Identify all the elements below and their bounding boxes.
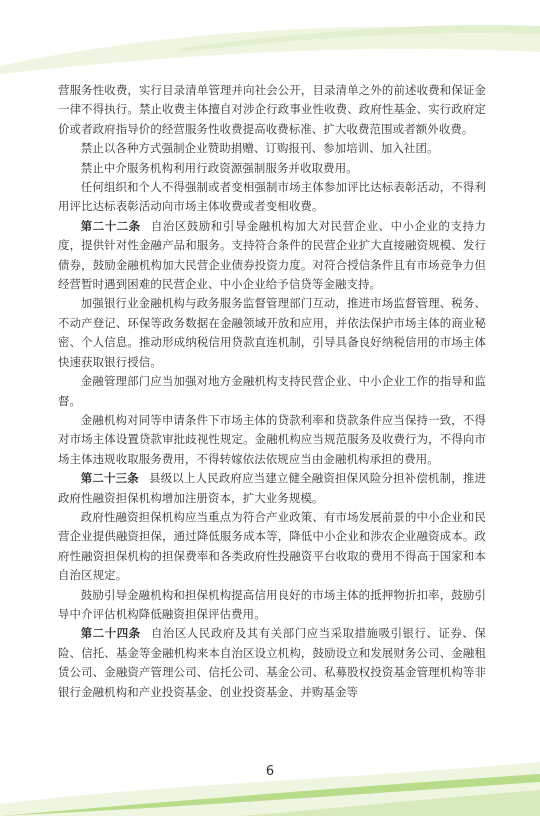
article-number: 第二十三条 — [80, 471, 139, 486]
paragraph — [58, 178, 486, 217]
article-paragraph — [58, 217, 486, 295]
paragraph — [58, 81, 486, 139]
paragraph-text: 任何组织和个人不得强制或者变相强制市场主体参加评比达标表彰活动，不得利用评比达标表彰活动向市场主体收费或者变相收费。 — [58, 180, 486, 214]
top-decorative-swoosh — [0, 0, 540, 80]
paragraph-text: 鼓励引导金融机构和担保机构提高信用良好的市场主体的抵押物折扣率，鼓励引导中介评估机构降低融资担保评估费用。 — [58, 587, 486, 621]
paragraph-text: 县级以上人民政府应当建立健全融资担保风险分担补偿机制，推进政府性融资担保机构增加注册资本，扩大业务规模。 — [58, 471, 486, 505]
article-paragraph — [58, 469, 486, 508]
paragraph — [58, 159, 486, 178]
paragraph — [58, 294, 486, 372]
paragraph — [58, 411, 486, 469]
paragraph-text: 政府性融资担保机构应当重点为符合产业政策、有市场发展前景的中小企业和民营企业提供融资担保，通过降低服务成本等，降低中小企业和涉农企业融资成本。政府性融资担保机构的担保费率和各类政府性投融资平台收取的费用不得高于国家和本自治区规定。 — [58, 509, 486, 583]
body-text — [58, 81, 486, 702]
paragraph-text: 禁止以各种方式强制企业赞助捐赠、订购报刊、参加培训、加入社团。 — [80, 141, 439, 156]
page-number: 6 — [265, 764, 275, 779]
article-number: 第二十四条 — [80, 626, 141, 641]
paragraph-text: 金融管理部门应当加强对地方金融机构支持民营企业、中小企业工作的指导和监督。 — [58, 374, 486, 408]
paragraph — [58, 139, 486, 158]
paragraph-text: 禁止中介服务机构利用行政资源强制服务并收取费用。 — [80, 160, 358, 175]
paragraph-text: 自治区鼓励和引导金融机构加大对民营企业、中小企业的支持力度，提供针对性金融产品和服务。支持符合条件的民营企业扩大直接融资规模、发行债券，鼓励金融机构加大民营企业债券投资力度。对符合授信条件且有市场竞争力但经营暂时遇到困难的民营企业、中小企业给予信贷等金融支持。 — [58, 218, 486, 292]
paragraph — [58, 508, 486, 586]
paragraph — [58, 586, 486, 625]
paragraph-text: 加强银行业金融机构与政务服务监督管理部门互动，推进市场监督管理、税务、不动产登记、环保等政务数据在金融领域开放和应用，并依法保护市场主体的商业秘密、个人信息。推动形成纳税信用贷款直连机制，引导具备良好纳税信用的市场主体快速获取银行授信。 — [58, 296, 486, 369]
article-number: 第二十二条 — [80, 218, 141, 233]
paragraph-text: 金融机构对同等申请条件下市场主体的贷款利率和贷款条件应当保持一致，不得对市场主体设置贷款审批歧视性规定。金融机构应当规范服务及收费行为，不得向市场主体违规收取服务费用，不得转嫁依法依规应当由金融机构承担的费用。 — [58, 412, 486, 466]
article-paragraph — [58, 624, 486, 702]
paragraph-text: 营服务性收费，实行目录清单管理并向社会公开，目录清单之外的前述收费和保证金一律不得执行。禁止收费主体擅自对涉企行政事业性收费、政府性基金、实行政府定价或者政府指导价的经营服务性收费提高收费标准、扩大收费范围或者额外收费。 — [58, 83, 486, 136]
paragraph-text: 自治区人民政府及其有关部门应当采取措施吸引银行、证券、保险、信托、基金等金融机构来本自治区设立机构，鼓励设立和发展财务公司、金融租赁公司、金融资产管理公司、信托公司、基金公司、私募股权投资基金管理机构等非银行金融机构和产业投资基金、创业投资基金、并购基金等 — [58, 626, 486, 699]
paragraph — [58, 372, 486, 411]
